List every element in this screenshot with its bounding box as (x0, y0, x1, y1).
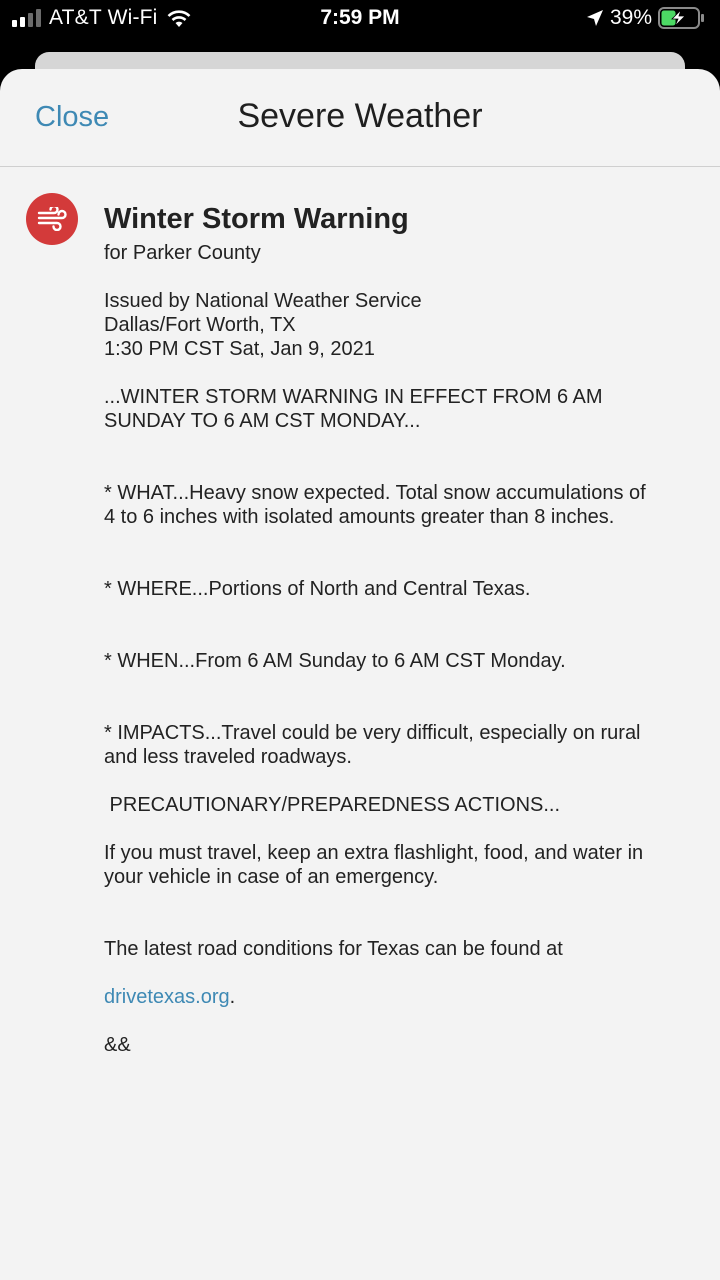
battery-charging-icon (658, 7, 706, 29)
close-button[interactable]: Close (35, 101, 110, 133)
alert-when: * WHEN...From 6 AM Sunday to 6 AM CST Monday. (104, 650, 566, 672)
precaution-advice: If you must travel, keep an extra flashlight, food, and water in your vehicle in case of an emergency. (104, 842, 644, 888)
alert-what: * WHAT...Heavy snow expected. Total snow accumulations of 4 to 6 inches with isolated amounts greater than 8 inches. (104, 482, 646, 528)
carrier-label: AT&T Wi-Fi (49, 6, 158, 29)
battery-percent: 39% (609, 6, 652, 29)
road-conditions (104, 913, 684, 1009)
alert-title: Winter Storm Warning (104, 203, 409, 235)
severe-weather-sheet (0, 69, 720, 1280)
issued-by: Issued by National Weather Service (104, 290, 422, 312)
alert-headline: ...WINTER STORM WARNING IN EFFECT FROM 6 AM SUNDAY TO 6 AM CST MONDAY... (104, 386, 603, 432)
clock: 7:59 PM (320, 6, 400, 29)
drivetexas-link[interactable]: drivetexas.org (104, 986, 230, 1008)
precautionary-heading: PRECAUTIONARY/PREPAREDNESS ACTIONS... (104, 794, 561, 816)
page-title: Severe Weather (237, 97, 483, 135)
location-arrow-icon (586, 9, 604, 27)
alert-impacts: * IMPACTS...Travel could be very difficult, especially on rural and less traveled roadways. (104, 722, 641, 768)
issued-time: 1:30 PM CST Sat, Jan 9, 2021 (104, 338, 375, 360)
alert-where: * WHERE...Portions of North and Central Texas. (104, 578, 531, 600)
road-link-period: . (229, 986, 236, 1008)
alert-content (104, 201, 684, 1057)
alert-badge (26, 193, 78, 245)
status-bar (0, 0, 720, 40)
issuing-office: Dallas/Fort Worth, TX (104, 314, 296, 336)
alert-footer: && (104, 1034, 131, 1056)
wind-icon (37, 207, 67, 231)
nav-bar (0, 69, 720, 167)
alert-area: for Parker County (104, 242, 261, 264)
road-conditions-text: The latest road conditions for Texas can be found at (104, 938, 563, 960)
